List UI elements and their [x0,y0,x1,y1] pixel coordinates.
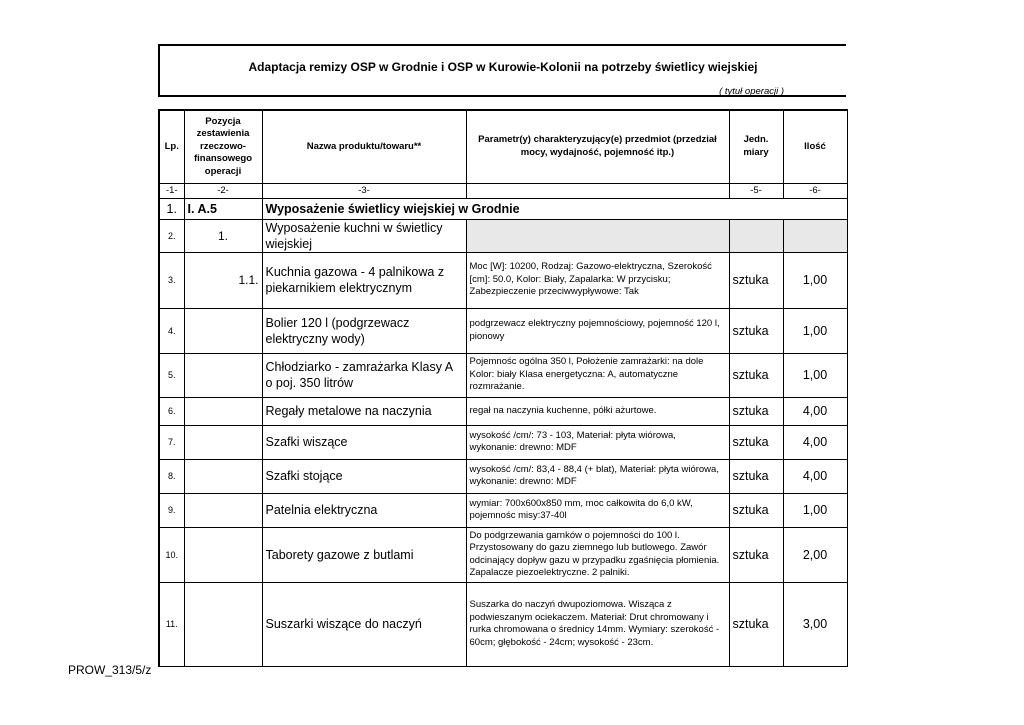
row-jedn: sztuka [729,252,783,308]
row-lp: 5. [159,353,184,397]
table-row [159,353,847,397]
row-pozycja [184,308,262,353]
row-nazwa: Taborety gazowe z butlami [262,527,466,582]
row-ilosc: 1,00 [783,493,847,527]
row-lp: 7. [159,425,184,459]
row-parametry: regał na naczynia kuchenne, półki ażurtowe. [466,397,729,425]
row-lp: 11. [159,582,184,666]
section-row [159,198,847,219]
row-pozycja [184,582,262,666]
row-parametry: Suszarka do naczyń dwupoziomowa. Wisząca z podwieszanym ociekaczem. Materiał: Drut chromowany i rurka chromowana o średnicy 14mm. Wymiary: szerokość - 60cm; głębokość - 24cm; wysokość - 23cm. [466,582,729,666]
row-pozycja [184,397,262,425]
row-nazwa: Kuchnia gazowa - 4 palnikowa z piekarnikiem elektrycznym [262,252,466,308]
row-jedn: sztuka [729,459,783,493]
row-lp: 8. [159,459,184,493]
row-lp: 6. [159,397,184,425]
section-pozycja: I. A.5 [184,198,262,219]
row-ilosc: 4,00 [783,397,847,425]
row-nazwa: Szafki wiszące [262,425,466,459]
row-ilosc: 4,00 [783,425,847,459]
header-ilosc: Ilość [783,110,847,183]
row-ilosc: 4,00 [783,459,847,493]
subsection-jedn-cell [729,219,783,252]
row-jedn: sztuka [729,308,783,353]
row-parametry: podgrzewacz elektryczny pojemnościowy, pojemność 120 l, pionowy [466,308,729,353]
subsection-pozycja: 1. [184,219,262,252]
colnum-4 [466,183,729,198]
colnum-6: -6- [783,183,847,198]
row-nazwa: Patelnia elektryczna [262,493,466,527]
row-parametry: Pojemnośc ogólna 350 l, Położenie zamrażarki: na dole Kolor: biały Klasa energetyczna: A, automatyczne rozmrażanie. [466,353,729,397]
header-nazwa: Nazwa produktu/towaru** [262,110,466,183]
subsection-row [159,219,847,252]
row-ilosc: 1,00 [783,252,847,308]
title-box [158,44,846,97]
header-lp: Lp. [159,110,184,183]
row-parametry: Do podgrzewania garnków o pojemności do 100 l. Przystosowany do gazu ziemnego lub butlowego. Zawór odcinający dopływ gazu w przypadku zgaśnięcia płomienia. Zapalacze piezoelektryczne. 2 palniki. [466,527,729,582]
row-nazwa: Szafki stojące [262,459,466,493]
table-row [159,493,847,527]
row-pozycja: 1.1. [184,252,262,308]
row-ilosc: 1,00 [783,353,847,397]
row-jedn: sztuka [729,425,783,459]
colnum-1: -1- [159,183,184,198]
table-row [159,582,847,666]
row-lp: 4. [159,308,184,353]
document-subtitle: ( tytuł operacji ) [719,86,784,97]
subsection-ilosc-cell [783,219,847,252]
row-jedn: sztuka [729,353,783,397]
row-lp: 3. [159,252,184,308]
product-rows [159,252,847,666]
table-row [159,425,847,459]
row-nazwa: Bolier 120 l (podgrzewacz elektryczny wody) [262,308,466,353]
row-jedn: sztuka [729,527,783,582]
table-row [159,459,847,493]
row-lp: 10. [159,527,184,582]
row-jedn: sztuka [729,397,783,425]
row-parametry: wymiar: 700x600x850 mm, moc całkowita do 6,0 kW, pojemnośc misy:37-40l [466,493,729,527]
document-title: Adaptacja remizy OSP w Grodnie i OSP w Kurowie-Kolonii na potrzeby świetlicy wiejskiej [248,60,758,74]
table-row [159,527,847,582]
row-ilosc: 1,00 [783,308,847,353]
colnum-2: -2- [184,183,262,198]
table-header-row [159,110,847,183]
row-parametry: wysokość /cm/: 83,4 - 88,4 (+ blat), Materiał: płyta wiórowa, wykonanie: drewno: MDF [466,459,729,493]
row-ilosc: 2,00 [783,527,847,582]
row-nazwa: Regały metalowe na naczynia [262,397,466,425]
table-row [159,252,847,308]
row-parametry: wysokość /cm/: 73 - 103, Materiał: płyta wiórowa, wykonanie: drewno: MDF [466,425,729,459]
row-lp: 9. [159,493,184,527]
row-jedn: sztuka [729,582,783,666]
row-pozycja [184,459,262,493]
subsection-param-cell [466,219,729,252]
colnum-3: -3- [262,183,466,198]
row-pozycja [184,353,262,397]
row-pozycja [184,425,262,459]
table-row [159,397,847,425]
subsection-lp: 2. [159,219,184,252]
row-pozycja [184,493,262,527]
products-table [158,109,848,667]
footer-code: PROW_313/5/z [68,663,152,677]
row-jedn: sztuka [729,493,783,527]
row-ilosc: 3,00 [783,582,847,666]
row-pozycja [184,527,262,582]
section-nazwa: Wyposażenie świetlicy wiejskiej w Grodnie [262,198,847,219]
header-parametry: Parametr(y) charakteryzujący(e) przedmiot (przedział mocy, wydajność, pojemność itp.) [466,110,729,183]
header-pozycja: Pozycja zestawienia rzeczowo-finansowego operacji [184,110,262,183]
section-lp: 1. [159,198,184,219]
header-jedn: Jedn. miary [729,110,783,183]
row-nazwa: Chłodziarko - zamrażarka Klasy A o poj. 350 litrów [262,353,466,397]
column-numbers-row [159,183,847,198]
subsection-nazwa: Wyposażenie kuchni w świetlicy wiejskiej [262,219,466,252]
row-nazwa: Suszarki wiszące do naczyń [262,582,466,666]
colnum-5: -5- [729,183,783,198]
row-parametry: Moc [W]: 10200, Rodzaj: Gazowo-elektryczna, Szerokość [cm]: 50.0, Kolor: Biały, Zapalarka: W przycisku; Zabezpieczenie przeciwwypływowe: Tak [466,252,729,308]
table-row [159,308,847,353]
